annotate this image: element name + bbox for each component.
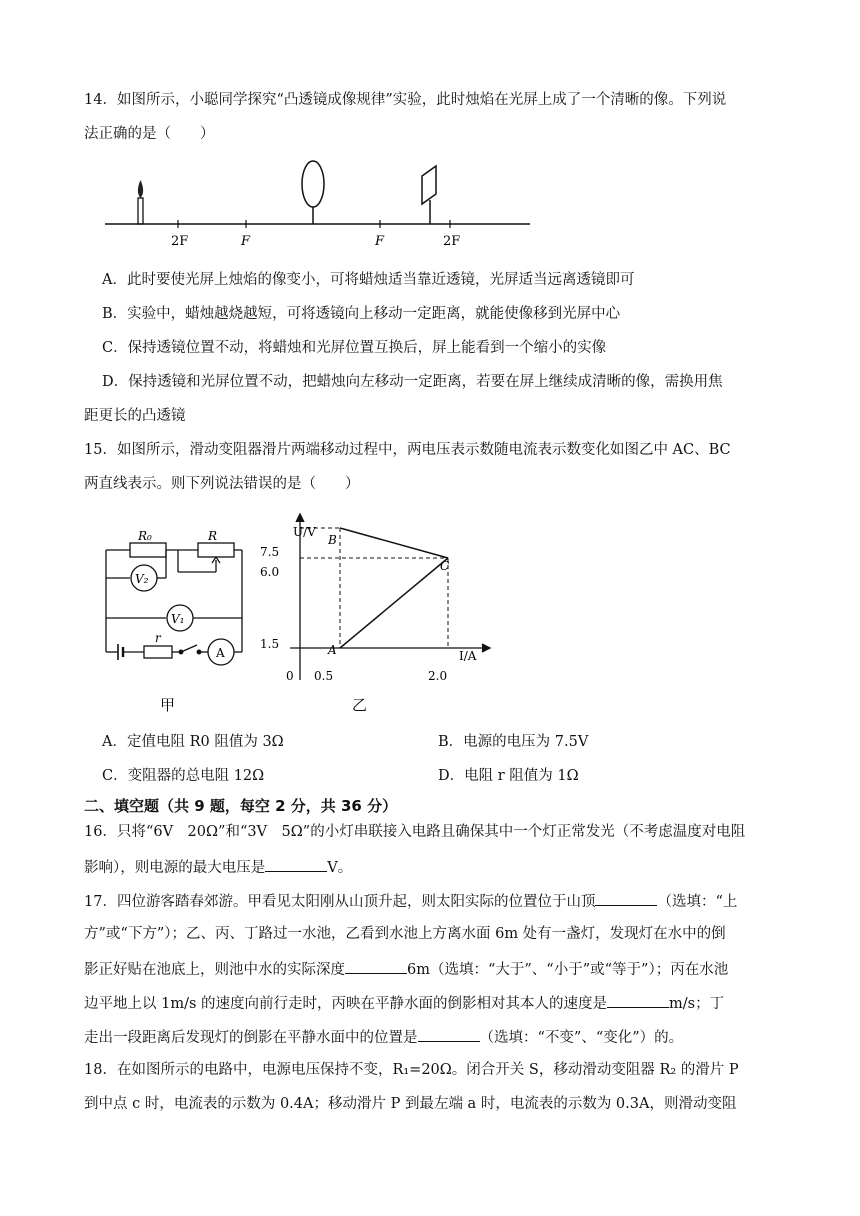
label-v2: V₂ [135, 572, 149, 586]
q15-stem-line1: 15．如图所示，滑动变阻器滑片两端移动过程中，两电压表示数随电流表示数变化如图乙中 AC、BC [84, 442, 731, 458]
tick-f-right: F [375, 234, 385, 249]
q17-text-4b: m/s；丁 [669, 996, 725, 1012]
point-label-c: C [440, 559, 450, 573]
q14-option-a: A．此时要使光屏上烛焰的像变小，可将蜡烛适当靠近透镜，光屏适当远离透镜即可 [102, 272, 635, 288]
switch-icon [181, 645, 197, 652]
x-tick-2-0: 2.0 [428, 669, 448, 683]
screen-icon [422, 166, 436, 204]
q17-blank-4[interactable] [418, 1026, 480, 1042]
x-tick-0: 0 [286, 669, 294, 683]
q16-text-a: 影响），则电源的最大电压是 [84, 860, 266, 876]
q17-text-4a: 边平地上以 1m/s 的速度向前行走时，丙映在平静水面的倒影相对其本人的速度是 [84, 996, 608, 1012]
q15-option-d: D．电阻 r 阻值为 1Ω [438, 768, 579, 784]
q14-option-d-line2: 距更长的凸透镜 [84, 408, 186, 424]
q15-option-c: C．变阻器的总电阻 12Ω [102, 768, 265, 784]
q17-line3 [84, 958, 728, 980]
section-heading: 二、填空题（共 9 题，每空 2 分，共 36 分） [84, 797, 398, 815]
q14-option-b: B．实验中，蜡烛越烧越短，可将透镜向上移动一定距离，就能使像移到光屏中心 [102, 306, 621, 322]
q17-line4 [84, 992, 724, 1014]
q15-circuit-diagram [100, 528, 250, 724]
q17-blank-3[interactable] [607, 992, 669, 1008]
label-r: R [208, 529, 218, 543]
q14-stem-line2: 法正确的是（ ） [84, 126, 215, 142]
q16-line2 [84, 856, 352, 878]
rheostat-icon [198, 543, 234, 557]
y-tick-7-5: 7.5 [260, 545, 280, 559]
q17-text-1a: 17．四位游客踏春郊游。甲看见太阳刚从山顶升起，则太阳实际的位置位于山顶 [84, 894, 596, 910]
q17-text-3b: 6m（选填：“大于”、“小于”或“等于”）；丙在水池 [407, 962, 729, 978]
q15-ui-graph [260, 508, 506, 718]
q14-option-c: C．保持透镜位置不动，将蜡烛和光屏位置互换后，屏上能看到一个缩小的实像 [102, 340, 607, 356]
tick-f-left: F [241, 234, 251, 249]
candle-icon [138, 198, 143, 224]
y-axis-label: U/V [293, 525, 316, 539]
y-tick-6-0: 6.0 [260, 565, 280, 579]
q17-text-3a: 影正好贴在池底上，则池中水的实际深度 [84, 962, 345, 978]
label-r0: R₀ [138, 529, 152, 543]
q17-blank-1[interactable] [595, 890, 657, 906]
label-v1: V₁ [171, 612, 185, 626]
label-small-r: r [155, 631, 161, 645]
q17-line5 [84, 1026, 683, 1048]
tick-2f-right: 2F [443, 234, 461, 249]
q17-line1 [84, 890, 737, 912]
q14-stem-line1: 14．如图所示，小聪同学探究“凸透镜成像规律”实验，此时烛焰在光屏上成了一个清晰的像。下列说 [84, 92, 727, 108]
q16-line1: 16．只将“6V 20Ω”和“3V 5Ω”的小灯串联接入电路且确保其中一个灯正常发光（不考虑温度对电阻 [84, 824, 746, 840]
q14-optics-figure [100, 158, 540, 250]
q17-text-5b: （选填：“不变”、“变化”）的。 [479, 1030, 684, 1046]
q16-text-b: V。 [327, 860, 353, 876]
tick-2f-left: 2F [171, 234, 189, 249]
label-ammeter: A [216, 646, 225, 660]
q15-stem-line2: 两直线表示。则下列说法错误的是（ ） [84, 476, 360, 492]
series-line-bc [340, 528, 448, 558]
point-label-a: A [328, 643, 337, 657]
point-label-b: B [328, 533, 337, 547]
caption-yi: 乙 [352, 696, 368, 714]
q18-line1: 18．在如图所示的电路中，电源电压保持不变，R₁=20Ω。闭合开关 S，移动滑动变阻器 R₂ 的滑片 P [84, 1062, 739, 1078]
series-line-ac [340, 558, 448, 648]
q15-option-a: A．定值电阻 R0 阻值为 3Ω [102, 734, 284, 750]
q18-line2: 到中点 c 时，电流表的示数为 0.4A；移动滑片 P 到最左端 a 时，电流表的示数为 0.3A，则滑动变阻 [84, 1096, 737, 1112]
y-tick-1-5: 1.5 [260, 637, 280, 651]
x-tick-0-5: 0.5 [314, 669, 334, 683]
flame-icon [138, 180, 143, 198]
q15-option-b: B．电源的电压为 7.5V [438, 734, 589, 750]
q17-text-5a: 走出一段距离后发现灯的倒影在平静水面中的位置是 [84, 1030, 418, 1046]
q14-option-d-line1: D．保持透镜和光屏位置不动，把蜡烛向左移动一定距离，若要在屏上继续成清晰的像，需换用焦 [102, 374, 723, 390]
q17-text-1b: （选填：“上 [657, 894, 738, 910]
q17-blank-2[interactable] [345, 958, 407, 974]
resistor-r-icon [144, 646, 172, 658]
q17-line2: 方”或“下方”）；乙、丙、丁路过一水池，乙看到水池上方离水面 6m 处有一盏灯，发现灯在水中的倒 [84, 926, 726, 942]
x-axis-label: I/A [459, 649, 477, 663]
caption-jia: 甲 [160, 696, 176, 714]
q16-answer-blank[interactable] [265, 856, 327, 872]
lens-icon [302, 161, 324, 207]
resistor-r0-icon [130, 543, 166, 557]
